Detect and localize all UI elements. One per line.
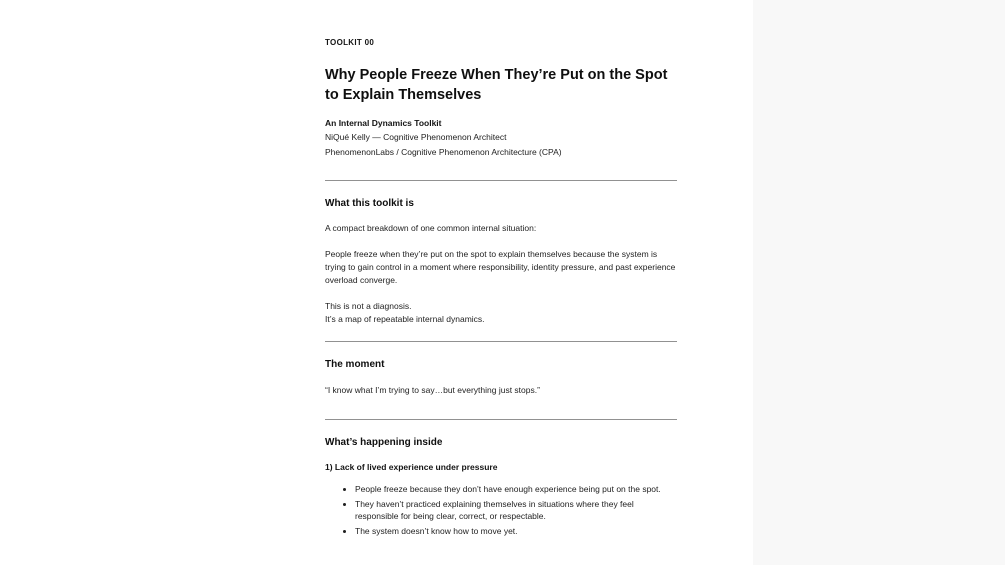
what-body-paragraph: People freeze when they’re put on the spot to explain themselves because the system is trying to gain control in a moment where responsibility, identity pressure, and past experience overload converge. [325, 249, 676, 285]
section-divider [325, 180, 677, 181]
section-divider [325, 341, 677, 342]
section-divider [325, 419, 677, 420]
toolkit-kicker: TOOLKIT 00 [325, 38, 375, 47]
not-a-diagnosis-line: This is not a diagnosis. [325, 301, 412, 311]
author-line: NiQué Kelly — Cognitive Phenomenon Architect [325, 132, 507, 142]
what-intro-paragraph: A compact breakdown of one common internal situation: [325, 223, 537, 233]
subheading-lack-of-lived-experience: 1) Lack of lived experience under pressure [325, 462, 498, 472]
list-item: • The system doesn’t know how to move yet. [355, 525, 677, 537]
document-title: Why People Freeze When They’re Put on the Spot to Explain Themselves [325, 67, 668, 103]
section-heading-whats-happening-inside: What’s happening inside [325, 437, 443, 448]
moment-quote: “I know what I’m trying to say…but everything just stops.” [325, 385, 540, 395]
list-item: • They haven’t practiced explaining themselves in situations where they feel responsible for being clear, correct, or respectable. [355, 498, 677, 522]
document-page [325, 38, 677, 540]
app-background-gutter [753, 0, 1005, 565]
document-subtitle: An Internal Dynamics Toolkit [325, 118, 442, 128]
list-item: • People freeze because they don’t have enough experience being put on the spot. [355, 483, 677, 495]
section-heading-what-this-toolkit-is: What this toolkit is [325, 198, 414, 209]
section-heading-the-moment: The moment [325, 359, 385, 370]
inside-bullet-list [325, 483, 677, 537]
organization-line: PhenomenonLabs / Cognitive Phenomenon Architecture (CPA) [325, 147, 562, 157]
map-of-dynamics-line: It’s a map of repeatable internal dynamics. [325, 314, 485, 324]
